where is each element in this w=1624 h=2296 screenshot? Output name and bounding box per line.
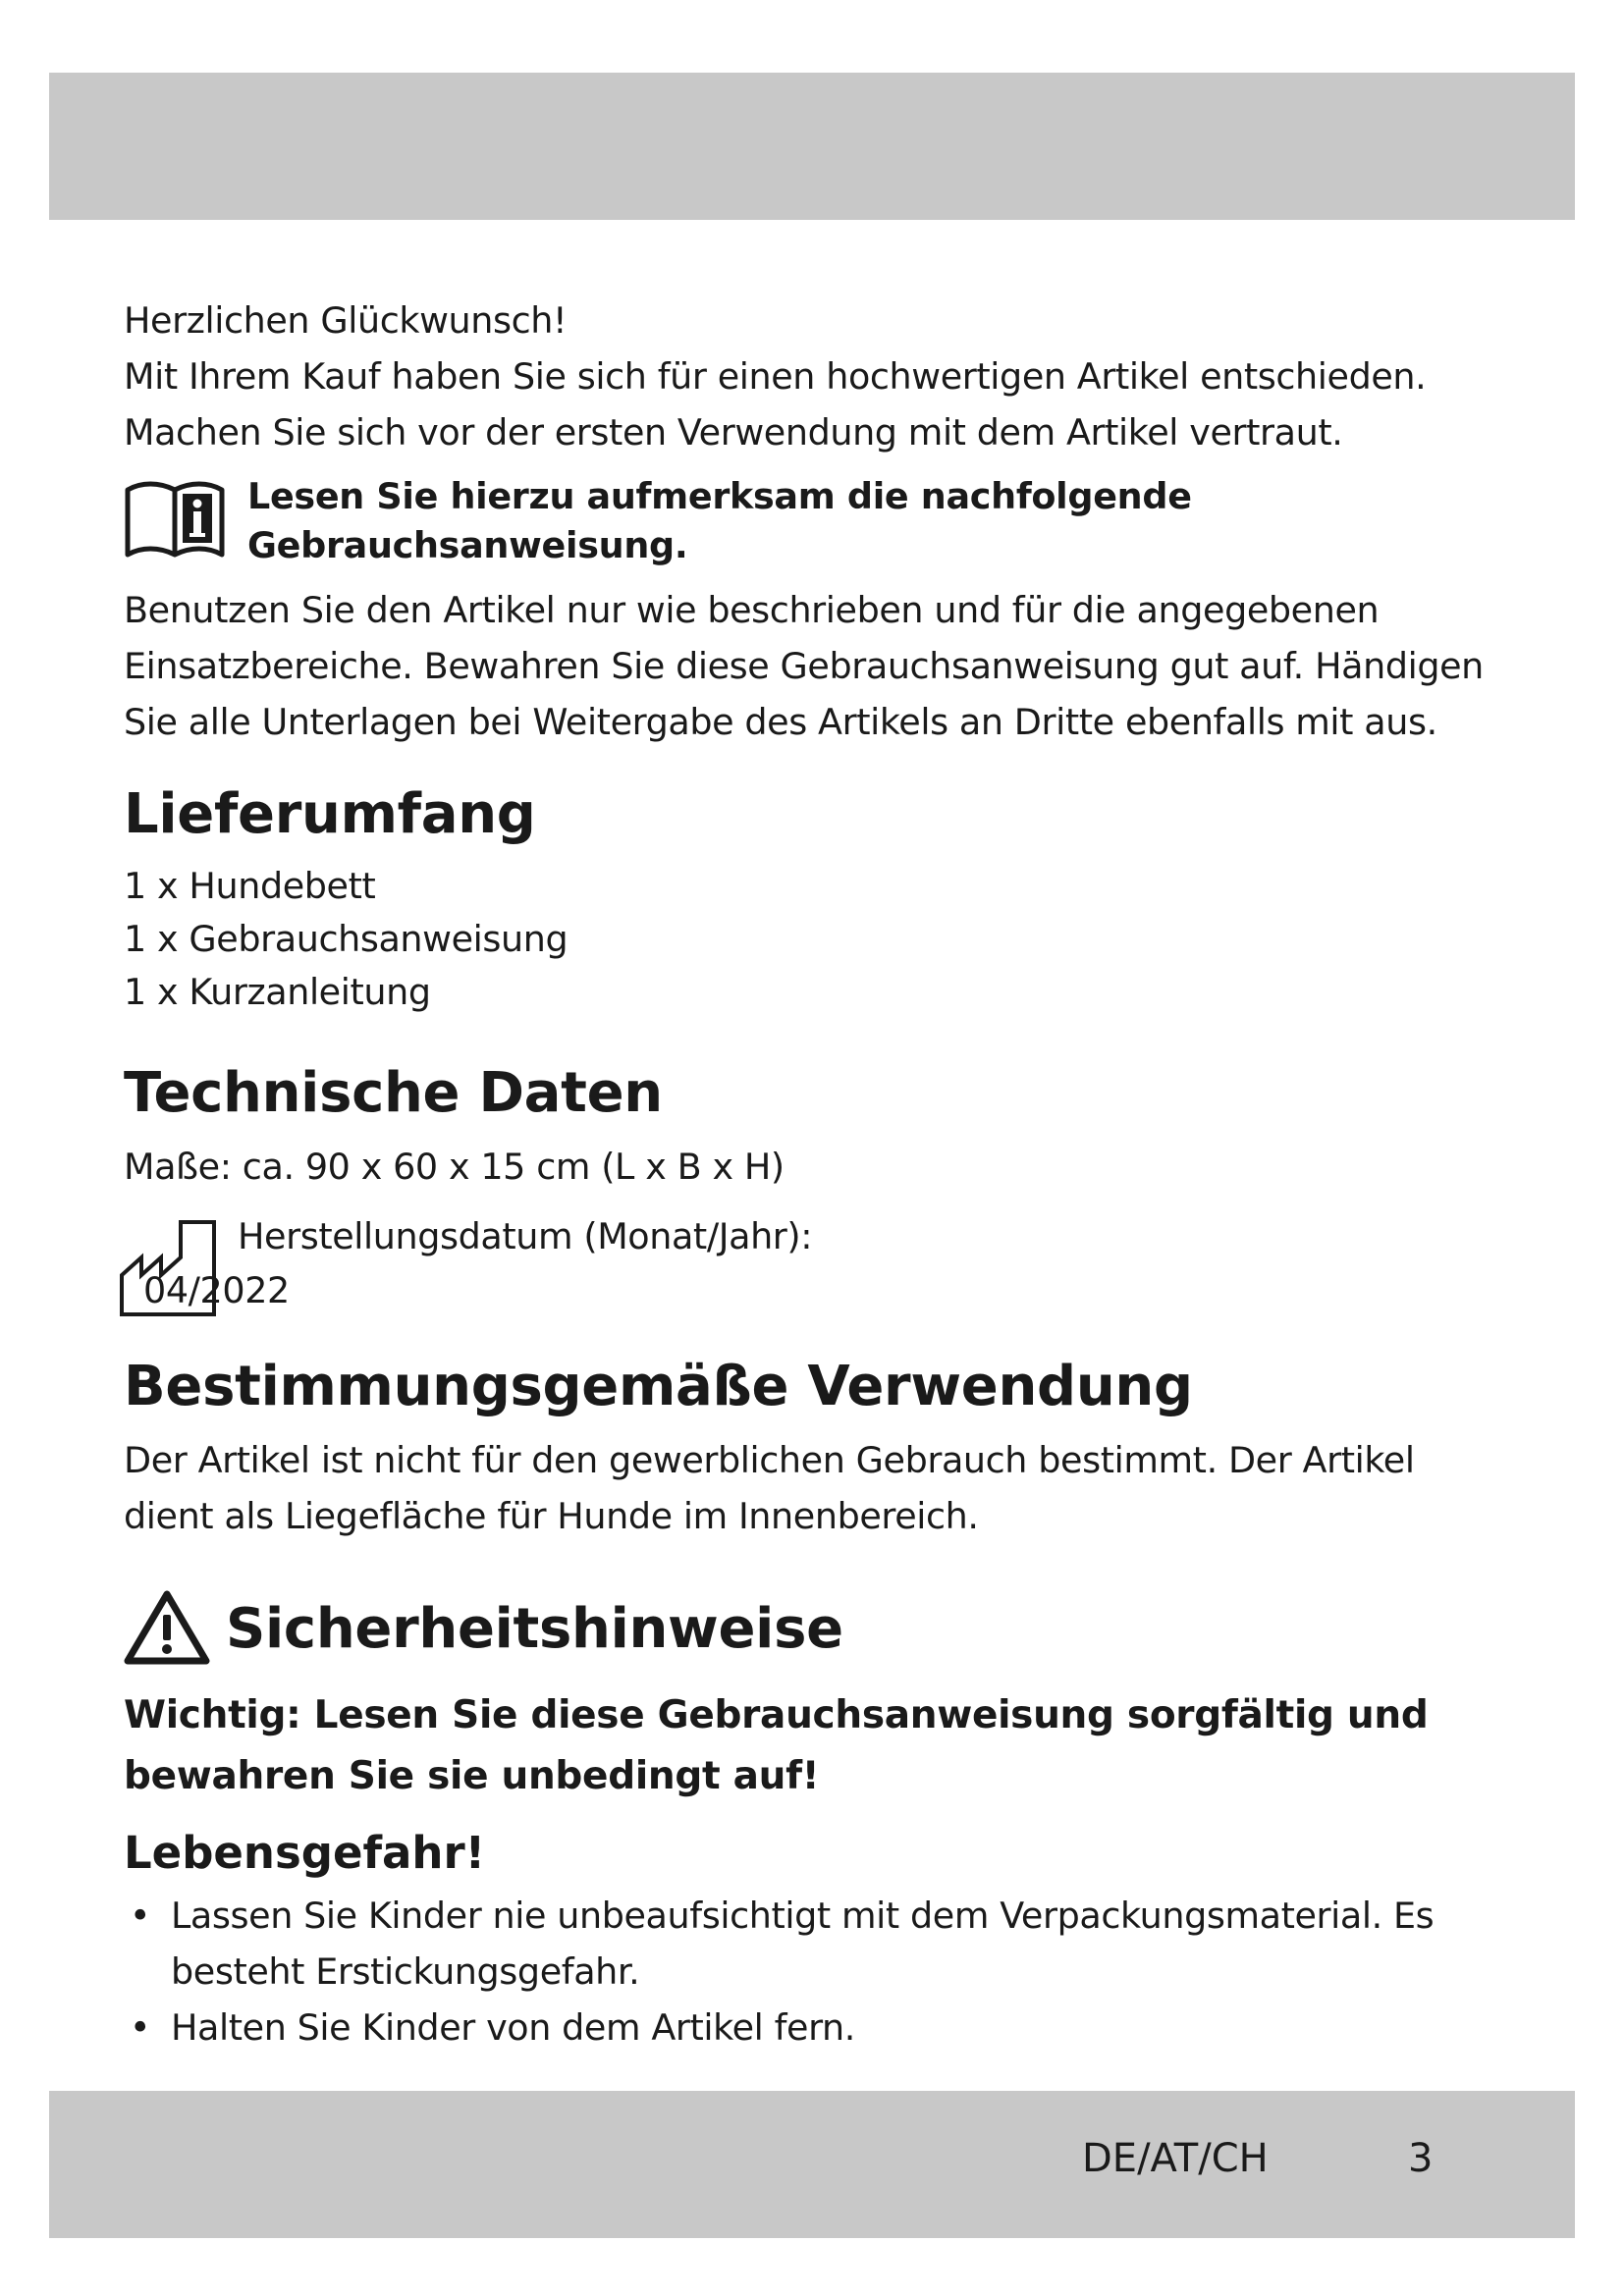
delivery-list	[124, 860, 1508, 1019]
intro-greeting: Herzlichen Glückwunsch!	[124, 299, 568, 342]
manual-info-icon	[124, 472, 247, 562]
usage-paragraph: Benutzen Sie den Artikel nur wie beschrieben und für die angegebenen Einsatzbereiche. Bewahren Sie diese Gebrauchsanweisung gut auf. Händigen Sie alle Unterlagen bei Weitergabe des Artikels an Dritte ebenfalls mit aus.	[124, 589, 1484, 743]
dimensions-text: Maße: ca. 90 x 60 x 15 cm (L x B x H)	[124, 1146, 785, 1188]
delivery-item: 1 x Kurzanleitung	[124, 971, 431, 1013]
manufacture-month: 04	[143, 1269, 189, 1311]
read-manual-notice	[124, 472, 1508, 570]
page-content	[124, 293, 1508, 2056]
manufacture-date-value	[143, 1263, 290, 1318]
intro-purchase: Mit Ihrem Kauf haben Sie sich für einen hochwertigen Artikel entschieden.	[124, 355, 1427, 398]
safety-heading-row	[124, 1589, 1508, 1670]
intended-use-text: Der Artikel ist nicht für den gewerblichen Gebrauch bestimmt. Der Artikel dient als Liegefläche für Hunde im Innenbereich.	[124, 1439, 1415, 1537]
manufacture-year: /2022	[188, 1269, 290, 1311]
heading-technische-daten: Technische Daten	[124, 1061, 663, 1125]
safety-bullets	[124, 1888, 1508, 2056]
warning-triangle-icon	[124, 1589, 226, 1670]
intro-block	[124, 293, 1508, 460]
read-manual-text: Lesen Sie hierzu aufmerksam die nachfolgende Gebrauchsanweisung.	[247, 475, 1192, 566]
heading-bestimmung: Bestimmungsgemäße Verwendung	[124, 1355, 1193, 1418]
heading-lebensgefahr: Lebensgefahr!	[124, 1827, 486, 1879]
heading-lieferumfang: Lieferumfang	[124, 782, 536, 846]
header-band	[49, 73, 1575, 220]
page-number: 3	[1408, 2136, 1434, 2181]
footer-countries: DE/AT/CH	[1082, 2136, 1269, 2181]
safety-bullet-item: • Lassen Sie Kinder nie unbeaufsichtigt mit dem Verpackungsmaterial. Es besteht Erstickungsgefahr.	[124, 1888, 1508, 2000]
delivery-item: 1 x Gebrauchsanweisung	[124, 918, 568, 960]
heading-sicherheitshinweise: Sicherheitshinweise	[226, 1597, 843, 1661]
intro-familiarize: Machen Sie sich vor der ersten Verwendung mit dem Artikel vertraut.	[124, 411, 1343, 454]
safety-bullet-item: • Halten Sie Kinder von dem Artikel fern.	[124, 2000, 1508, 2056]
important-notice: Wichtig: Lesen Sie diese Gebrauchsanweisung sorgfältig und bewahren Sie sie unbedingt auf!	[124, 1693, 1429, 1798]
footer-band	[49, 2091, 1575, 2238]
manufacture-date	[124, 1212, 1508, 1320]
manufacture-label: Herstellungsdatum (Monat/Jahr):	[238, 1215, 813, 1257]
delivery-item: 1 x Hundebett	[124, 865, 376, 907]
